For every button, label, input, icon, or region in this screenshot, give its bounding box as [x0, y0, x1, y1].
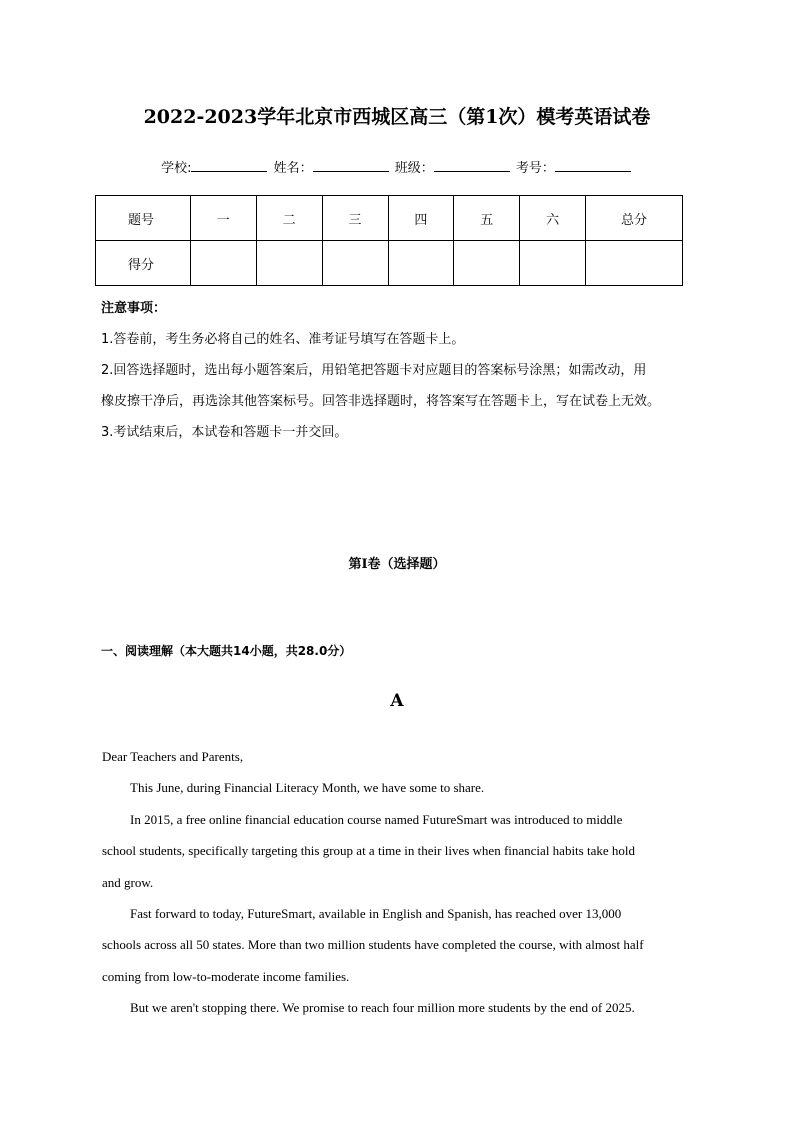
header-cell-1: 一: [190, 196, 256, 241]
part-title: 一、阅读理解（本大题共14小题，共28.0分）: [101, 644, 352, 658]
header-cell-4: 四: [388, 196, 454, 241]
exam-title: 2022-2023学年北京市西城区高三（第1次）模考英语试卷: [143, 106, 651, 128]
passage-line: But we aren't stopping there. We promise to reach four million more students by the end of 2025.: [130, 1000, 635, 1016]
notes-heading: 注意事项：: [101, 301, 167, 316]
notes-item: 橡皮擦干净后，再选涂其他答案标号。回答非选择题时，将答案写在答题卡上，写在试卷上无效。: [101, 394, 661, 409]
passage-line: In 2015, a free online financial education course named FutureSmart was introduced to middle: [130, 811, 623, 827]
name-label: 姓名：: [273, 161, 313, 176]
notes-section: [101, 293, 721, 448]
header-cell-6: 六: [520, 196, 586, 241]
header-cell-3: 三: [322, 196, 388, 241]
header-cell-2: 二: [256, 196, 322, 241]
passage-salutation: Dear Teachers and Parents,: [102, 749, 244, 764]
score-cell[interactable]: [388, 241, 454, 286]
passage-line: This June, during Financial Literacy Month, we have some to share.: [130, 780, 485, 796]
score-table-header-row: [96, 196, 683, 241]
passage-line: Fast forward to today, FutureSmart, available in English and Spanish, has reached over 13,000: [130, 906, 622, 922]
score-cell[interactable]: [322, 241, 388, 286]
notes-item: 1.答卷前，考生务必将自己的姓名、准考证号填写在答题卡上。: [101, 332, 465, 347]
school-label: 学校:: [161, 161, 192, 176]
score-cell[interactable]: [190, 241, 256, 286]
header-cell-5: 五: [454, 196, 520, 241]
passage-line: school students, specifically targeting this group at a time in their lives when financial habits take hold: [102, 843, 635, 859]
score-cell[interactable]: [520, 241, 586, 286]
header-cell-question-no: 题号: [96, 196, 191, 241]
passage-line: schools across all 50 states. More than two million students have completed the course, with almost half: [102, 937, 644, 953]
score-cell[interactable]: [454, 241, 520, 286]
notes-item: 2.回答选择题时，选出每小题答案后，用铅笔把答题卡对应题目的答案标号涂黑；如需改动，用: [101, 363, 647, 378]
student-info-line: [0, 157, 794, 176]
passage-line: and grow.: [102, 874, 154, 890]
notes-item: 3.考试结束后，本试卷和答题卡一并交回。: [101, 425, 348, 440]
exam-no-label: 考号：: [515, 161, 555, 176]
exam-no-blank[interactable]: [555, 159, 631, 172]
score-table-score-row: [96, 241, 683, 286]
score-cell-total[interactable]: [586, 241, 683, 286]
score-table: [95, 195, 683, 286]
score-row-label: 得分: [96, 241, 191, 286]
header-cell-total: 总分: [586, 196, 683, 241]
school-blank[interactable]: [191, 159, 267, 172]
passage-line: coming from low-to-moderate income families.: [102, 968, 350, 984]
score-cell[interactable]: [256, 241, 322, 286]
class-blank[interactable]: [434, 159, 510, 172]
reading-passage: [102, 741, 702, 1024]
class-label: 班级：: [394, 161, 434, 176]
name-blank[interactable]: [313, 159, 389, 172]
passage-letter: A: [390, 691, 404, 711]
section-title: 第Ⅰ卷（选择题）: [348, 557, 446, 572]
